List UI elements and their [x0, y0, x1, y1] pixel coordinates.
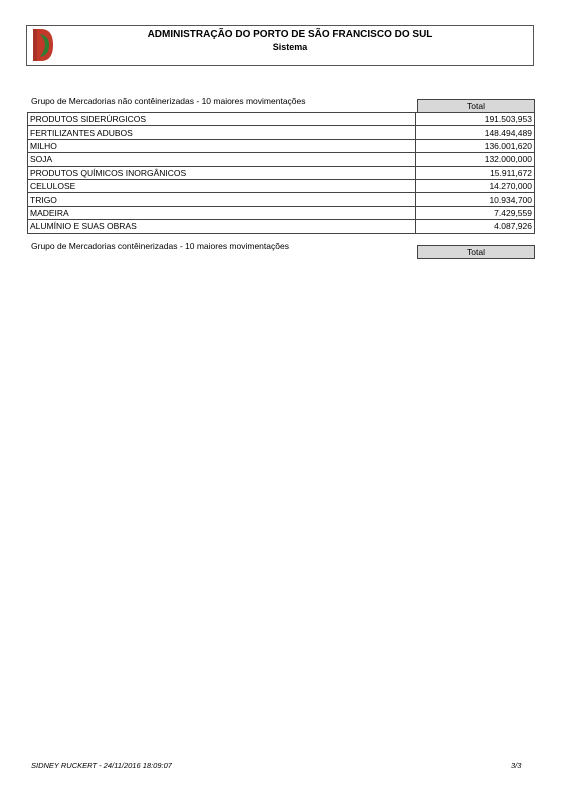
row-total: 4.087,926 — [416, 220, 535, 233]
section2-caption: Grupo de Mercadorias contêinerizadas - 10 maiores movimentações — [31, 241, 289, 251]
row-name: MADEIRA — [28, 206, 416, 219]
section1-table — [27, 112, 535, 234]
row-name: ALUMÍNIO E SUAS OBRAS — [28, 220, 416, 233]
section2-total-header: Total — [417, 245, 535, 259]
row-name: FERTILIZANTES ADUBOS — [28, 126, 416, 139]
report-title: ADMINISTRAÇÃO DO PORTO DE SÃO FRANCISCO DO SUL — [147, 29, 433, 40]
row-name: PRODUTOS SIDERÚRGICOS — [28, 113, 416, 126]
table-row — [28, 153, 535, 166]
table-row — [28, 126, 535, 139]
table-row — [28, 220, 535, 233]
table-row — [28, 193, 535, 206]
row-name: CELULOSE — [28, 179, 416, 192]
row-total: 132.000,000 — [416, 153, 535, 166]
footer-user-timestamp: SIDNEY RUCKERT - 24/11/2016 18:09:07 — [31, 761, 172, 770]
row-total: 14.270,000 — [416, 179, 535, 192]
row-name: TRIGO — [28, 193, 416, 206]
footer-page-number: 3/3 — [511, 761, 522, 770]
row-name: MILHO — [28, 139, 416, 152]
table-row — [28, 113, 535, 126]
row-total: 15.911,672 — [416, 166, 535, 179]
table-row — [28, 179, 535, 192]
row-total: 148.494,489 — [416, 126, 535, 139]
report-header — [26, 25, 534, 66]
table-row — [28, 139, 535, 152]
report-subtitle: Sistema — [272, 42, 308, 52]
row-total: 7.429,559 — [416, 206, 535, 219]
row-total: 10.934,700 — [416, 193, 535, 206]
row-total: 136.001,620 — [416, 139, 535, 152]
section1-total-header: Total — [417, 99, 535, 113]
row-name: PRODUTOS QUÍMICOS INORGÂNICOS — [28, 166, 416, 179]
row-name: SOJA — [28, 153, 416, 166]
section1-caption: Grupo de Mercadorias não contêinerizadas - 10 maiores movimentações — [31, 96, 306, 106]
table-row — [28, 166, 535, 179]
table-row — [28, 206, 535, 219]
row-total: 191.503,953 — [416, 113, 535, 126]
